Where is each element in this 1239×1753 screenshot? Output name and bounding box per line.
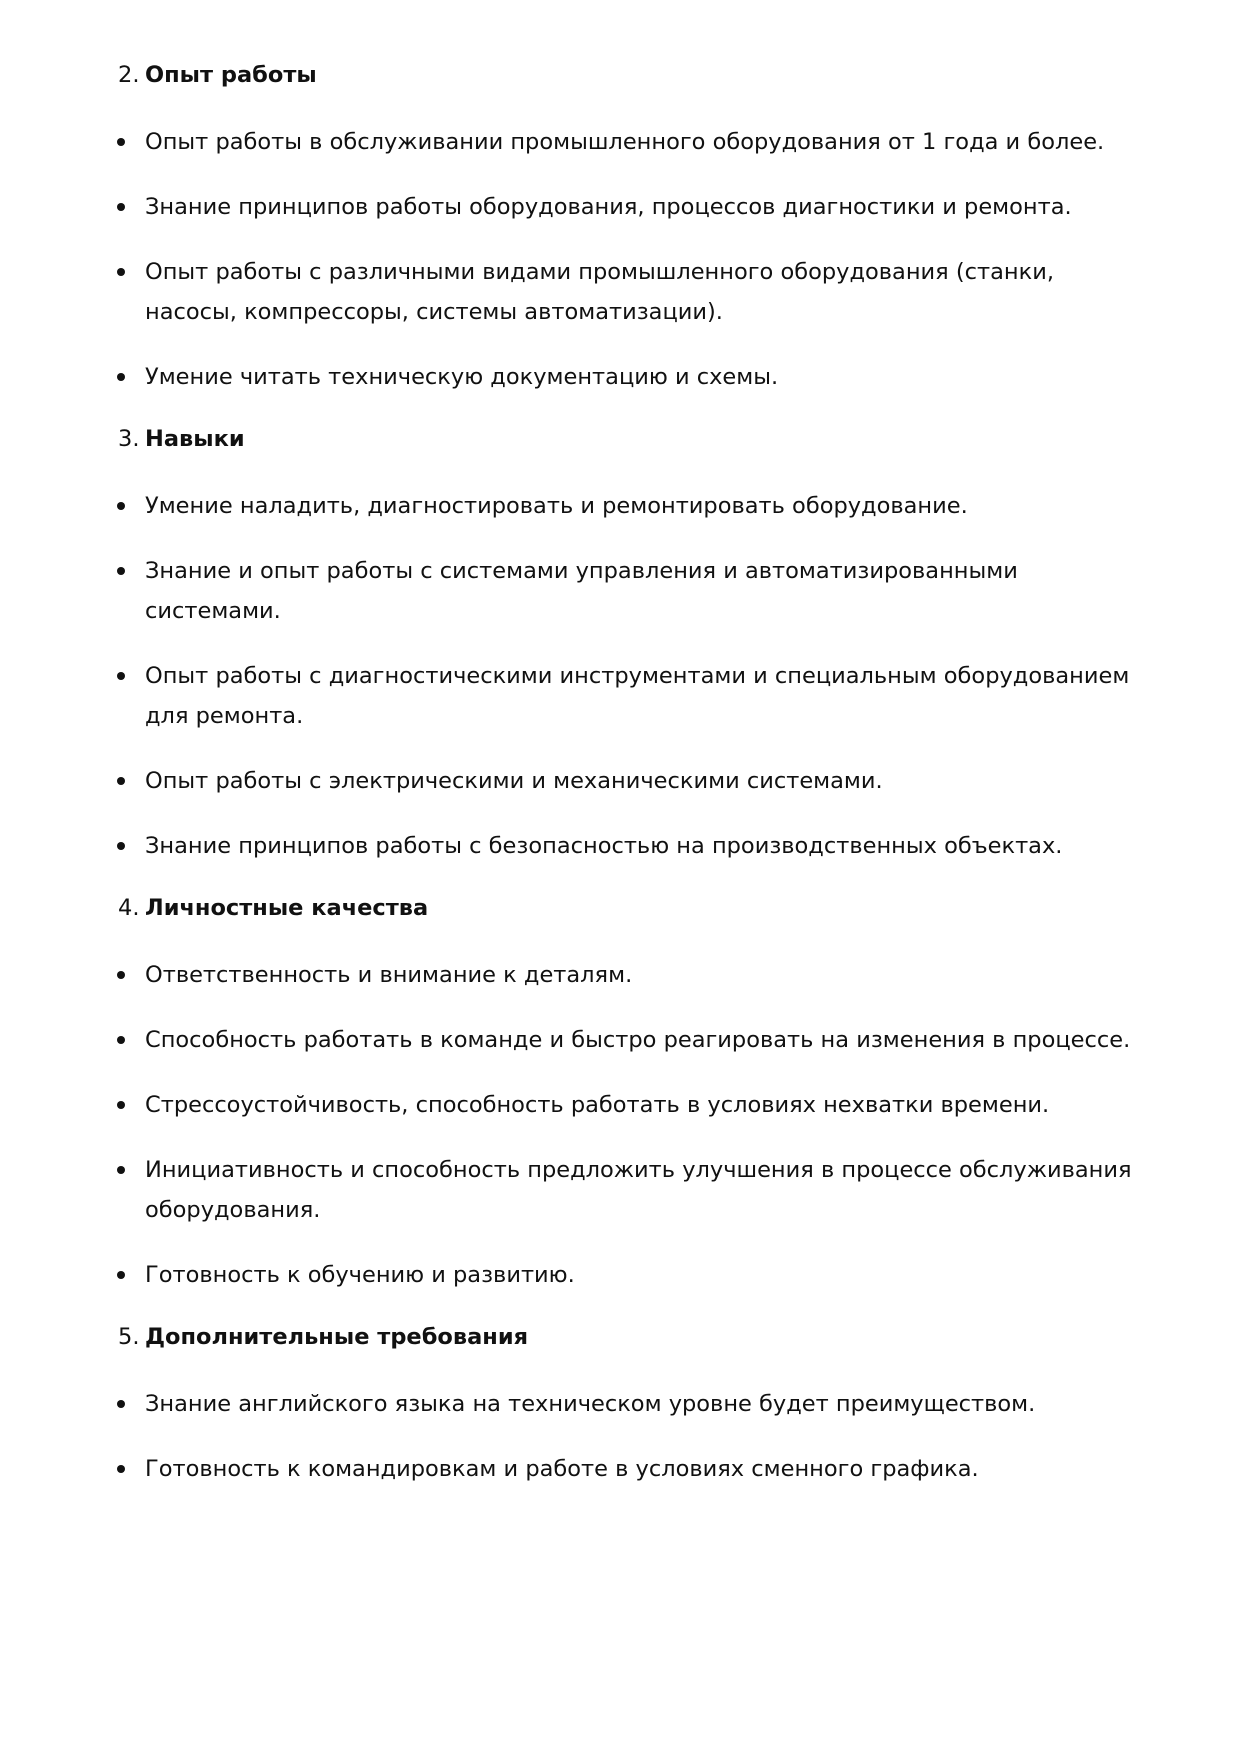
list-item-text: Опыт работы с диагностическими инструментами и специальным оборудованием для ремонта. — [145, 663, 1130, 729]
section-title: Дополнительные требования — [145, 1324, 529, 1350]
list-item — [0, 1255, 1239, 1295]
list-item — [0, 1020, 1239, 1060]
list-item — [0, 187, 1239, 227]
section-heading — [0, 58, 1239, 92]
bullet-list — [0, 955, 1239, 1295]
list-item — [0, 486, 1239, 526]
list-item-text: Готовность к обучению и развитию. — [145, 1262, 575, 1288]
list-item — [0, 1384, 1239, 1424]
list-item-text: Умение читать техническую документацию и схемы. — [145, 364, 779, 390]
list-item — [0, 122, 1239, 162]
list-item-text: Инициативность и способность предложить улучшения в процессе обслуживания оборудования. — [145, 1157, 1132, 1223]
bullet-icon — [117, 971, 125, 979]
list-item-text: Опыт работы в обслуживании промышленного оборудования от 1 года и более. — [145, 129, 1105, 155]
list-item — [0, 1449, 1239, 1489]
list-item — [0, 656, 1239, 736]
list-item-text: Стрессоустойчивость, способность работать в условиях нехватки времени. — [145, 1092, 1050, 1118]
bullet-icon — [117, 502, 125, 510]
list-item — [0, 761, 1239, 801]
section-title: Личностные качества — [145, 895, 429, 921]
bullet-icon — [117, 1036, 125, 1044]
section-skills — [0, 422, 1239, 866]
list-item — [0, 826, 1239, 866]
bullet-icon — [117, 1465, 125, 1473]
list-item — [0, 1150, 1239, 1230]
bullet-icon — [117, 138, 125, 146]
list-item-text: Опыт работы с различными видами промышленного оборудования (станки, насосы, компрессоры, системы автоматизации). — [145, 259, 1054, 325]
section-number: 3. — [118, 426, 140, 452]
section-title: Опыт работы — [145, 62, 317, 88]
document-content — [0, 58, 1239, 1514]
bullet-icon — [117, 842, 125, 850]
section-number: 5. — [118, 1324, 140, 1350]
section-additional-requirements — [0, 1320, 1239, 1489]
section-title: Навыки — [145, 426, 245, 452]
bullet-icon — [117, 567, 125, 575]
list-item — [0, 551, 1239, 631]
section-heading — [0, 1320, 1239, 1354]
list-item-text: Способность работать в команде и быстро реагировать на изменения в процессе. — [145, 1027, 1131, 1053]
bullet-list — [0, 122, 1239, 397]
section-heading — [0, 422, 1239, 456]
bullet-icon — [117, 203, 125, 211]
list-item — [0, 252, 1239, 332]
list-item-text: Знание принципов работы с безопасностью на производственных объектах. — [145, 833, 1063, 859]
bullet-icon — [117, 1400, 125, 1408]
section-number: 4. — [118, 895, 140, 921]
list-item — [0, 357, 1239, 397]
bullet-list — [0, 1384, 1239, 1489]
section-number: 2. — [118, 62, 140, 88]
list-item-text: Ответственность и внимание к деталям. — [145, 962, 633, 988]
list-item-text: Умение наладить, диагностировать и ремонтировать оборудование. — [145, 493, 968, 519]
bullet-icon — [117, 672, 125, 680]
list-item — [0, 955, 1239, 995]
list-item-text: Знание и опыт работы с системами управления и автоматизированными системами. — [145, 558, 1018, 624]
bullet-icon — [117, 1166, 125, 1174]
bullet-icon — [117, 1101, 125, 1109]
section-heading — [0, 891, 1239, 925]
list-item-text: Опыт работы с электрическими и механическими системами. — [145, 768, 883, 794]
bullet-icon — [117, 373, 125, 381]
bullet-icon — [117, 777, 125, 785]
section-personal-qualities — [0, 891, 1239, 1295]
list-item — [0, 1085, 1239, 1125]
bullet-list — [0, 486, 1239, 866]
section-experience — [0, 58, 1239, 397]
list-item-text: Знание английского языка на техническом уровне будет преимуществом. — [145, 1391, 1036, 1417]
bullet-icon — [117, 268, 125, 276]
bullet-icon — [117, 1271, 125, 1279]
list-item-text: Знание принципов работы оборудования, процессов диагностики и ремонта. — [145, 194, 1072, 220]
list-item-text: Готовность к командировкам и работе в условиях сменного графика. — [145, 1456, 979, 1482]
